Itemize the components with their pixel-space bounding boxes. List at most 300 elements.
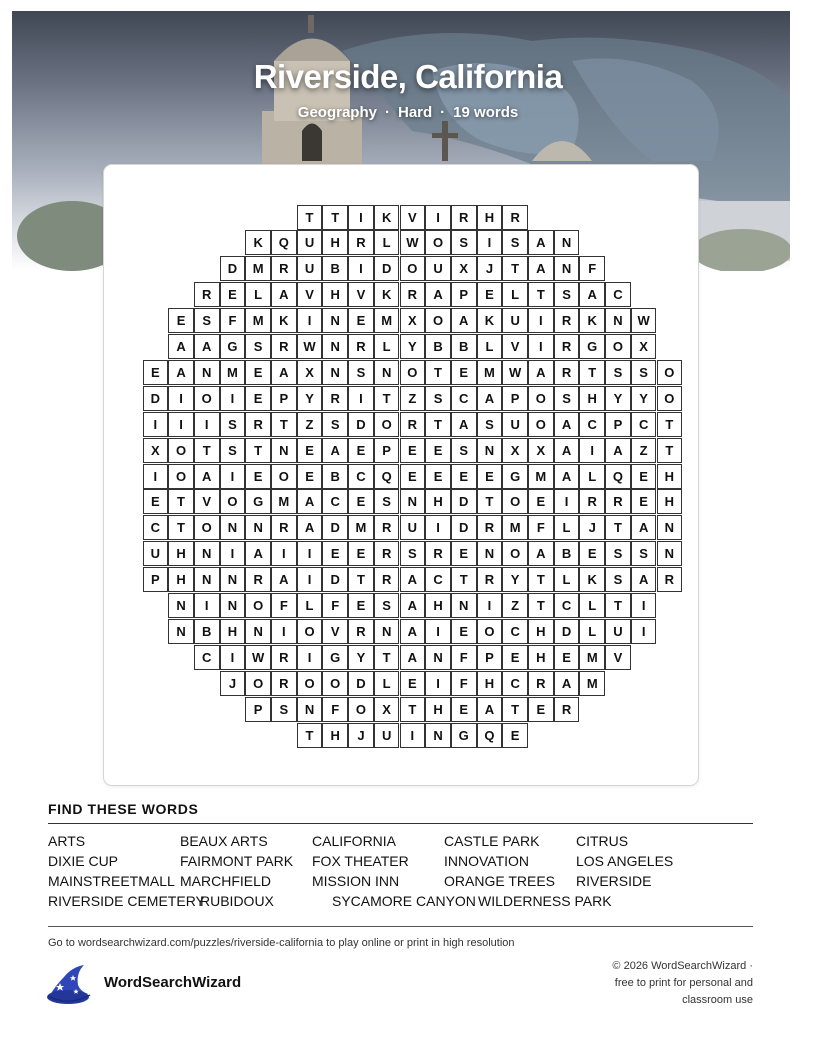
grid-cell[interactable]: I [348, 386, 374, 411]
grid-cell[interactable]: D [348, 412, 374, 437]
grid-cell[interactable]: A [451, 308, 477, 333]
grid-cell[interactable]: E [425, 438, 451, 463]
grid-cell[interactable]: F [322, 697, 348, 722]
grid-cell[interactable]: P [143, 567, 169, 592]
grid-cell[interactable]: F [451, 671, 477, 696]
grid-cell[interactable]: O [502, 489, 528, 514]
grid-cell[interactable]: I [554, 489, 580, 514]
grid-cell[interactable]: I [631, 619, 657, 644]
grid-cell[interactable]: I [194, 593, 220, 618]
grid-cell[interactable]: S [605, 567, 631, 592]
grid-cell[interactable]: C [631, 412, 657, 437]
grid-cell[interactable]: N [322, 334, 348, 359]
grid-cell[interactable]: S [374, 489, 400, 514]
grid-cell[interactable]: U [400, 515, 426, 540]
grid-cell[interactable]: W [245, 645, 271, 670]
grid-cell[interactable]: U [502, 412, 528, 437]
grid-cell[interactable]: S [425, 386, 451, 411]
grid-cell[interactable]: O [168, 464, 194, 489]
grid-cell[interactable]: K [245, 230, 271, 255]
grid-cell[interactable]: A [194, 334, 220, 359]
grid-cell[interactable]: T [451, 567, 477, 592]
grid-cell[interactable]: D [322, 567, 348, 592]
grid-cell[interactable]: D [220, 256, 246, 281]
grid-cell[interactable]: N [194, 567, 220, 592]
grid-cell[interactable]: D [322, 515, 348, 540]
grid-cell[interactable]: L [297, 593, 323, 618]
grid-cell[interactable]: Q [477, 723, 503, 748]
grid-cell[interactable]: E [477, 282, 503, 307]
grid-cell[interactable]: J [477, 256, 503, 281]
grid-cell[interactable]: W [502, 360, 528, 385]
grid-cell[interactable]: N [374, 360, 400, 385]
grid-cell[interactable]: O [220, 489, 246, 514]
grid-cell[interactable]: L [374, 230, 400, 255]
grid-cell[interactable]: I [271, 619, 297, 644]
grid-cell[interactable]: A [297, 489, 323, 514]
grid-cell[interactable]: T [374, 645, 400, 670]
grid-cell[interactable]: N [322, 308, 348, 333]
grid-cell[interactable]: N [194, 360, 220, 385]
grid-cell[interactable]: O [271, 464, 297, 489]
grid-cell[interactable]: T [322, 205, 348, 230]
grid-cell[interactable]: I [143, 464, 169, 489]
grid-cell[interactable]: A [271, 567, 297, 592]
grid-cell[interactable]: F [579, 256, 605, 281]
grid-cell[interactable]: E [348, 438, 374, 463]
grid-cell[interactable]: L [245, 282, 271, 307]
grid-cell[interactable]: G [322, 645, 348, 670]
grid-cell[interactable]: X [631, 334, 657, 359]
grid-cell[interactable]: U [502, 308, 528, 333]
grid-cell[interactable]: D [348, 671, 374, 696]
grid-cell[interactable]: V [400, 205, 426, 230]
grid-cell[interactable]: M [245, 256, 271, 281]
grid-cell[interactable]: S [451, 230, 477, 255]
grid-cell[interactable]: E [143, 360, 169, 385]
grid-cell[interactable]: O [400, 256, 426, 281]
grid-cell[interactable]: C [579, 412, 605, 437]
grid-cell[interactable]: T [579, 360, 605, 385]
grid-cell[interactable]: N [451, 593, 477, 618]
grid-cell[interactable]: R [579, 489, 605, 514]
grid-cell[interactable]: D [451, 515, 477, 540]
grid-cell[interactable]: R [348, 230, 374, 255]
grid-cell[interactable]: G [245, 489, 271, 514]
grid-cell[interactable]: H [425, 489, 451, 514]
grid-cell[interactable]: P [605, 412, 631, 437]
grid-cell[interactable]: H [579, 386, 605, 411]
grid-cell[interactable]: S [451, 438, 477, 463]
grid-cell[interactable]: S [605, 541, 631, 566]
grid-cell[interactable]: A [245, 541, 271, 566]
grid-cell[interactable]: E [451, 360, 477, 385]
grid-cell[interactable]: O [425, 230, 451, 255]
grid-cell[interactable]: I [579, 438, 605, 463]
grid-cell[interactable]: K [579, 567, 605, 592]
grid-cell[interactable]: A [477, 697, 503, 722]
grid-cell[interactable]: A [451, 412, 477, 437]
grid-cell[interactable]: Z [502, 593, 528, 618]
grid-cell[interactable]: B [194, 619, 220, 644]
grid-cell[interactable]: Q [271, 230, 297, 255]
grid-cell[interactable]: A [605, 438, 631, 463]
grid-cell[interactable]: H [322, 230, 348, 255]
grid-cell[interactable]: H [425, 593, 451, 618]
grid-cell[interactable]: M [271, 489, 297, 514]
grid-cell[interactable]: T [194, 438, 220, 463]
grid-cell[interactable]: A [477, 386, 503, 411]
grid-cell[interactable]: M [348, 515, 374, 540]
grid-cell[interactable]: T [271, 412, 297, 437]
grid-cell[interactable]: M [220, 360, 246, 385]
grid-cell[interactable]: G [220, 334, 246, 359]
grid-cell[interactable]: I [425, 619, 451, 644]
grid-cell[interactable]: K [374, 205, 400, 230]
grid-cell[interactable]: E [477, 464, 503, 489]
grid-cell[interactable]: E [245, 386, 271, 411]
grid-cell[interactable]: A [528, 230, 554, 255]
grid-cell[interactable]: E [348, 541, 374, 566]
grid-cell[interactable]: T [502, 256, 528, 281]
grid-cell[interactable]: I [271, 541, 297, 566]
grid-cell[interactable]: K [477, 308, 503, 333]
grid-cell[interactable]: I [297, 645, 323, 670]
grid-cell[interactable]: I [528, 334, 554, 359]
grid-cell[interactable]: S [220, 412, 246, 437]
grid-cell[interactable]: J [579, 515, 605, 540]
grid-cell[interactable]: X [400, 308, 426, 333]
grid-cell[interactable]: A [528, 541, 554, 566]
grid-cell[interactable]: N [168, 619, 194, 644]
grid-cell[interactable]: T [400, 697, 426, 722]
grid-cell[interactable]: B [425, 334, 451, 359]
grid-cell[interactable]: F [271, 593, 297, 618]
grid-cell[interactable]: F [451, 645, 477, 670]
grid-cell[interactable]: K [271, 308, 297, 333]
grid-cell[interactable]: B [322, 464, 348, 489]
grid-cell[interactable]: C [502, 619, 528, 644]
grid-cell[interactable]: H [528, 619, 554, 644]
grid-cell[interactable]: O [605, 334, 631, 359]
grid-cell[interactable]: M [374, 308, 400, 333]
grid-cell[interactable]: I [400, 723, 426, 748]
grid-cell[interactable]: A [322, 438, 348, 463]
grid-cell[interactable]: O [425, 308, 451, 333]
grid-cell[interactable]: T [297, 723, 323, 748]
grid-cell[interactable]: A [400, 593, 426, 618]
grid-cell[interactable]: I [297, 308, 323, 333]
grid-cell[interactable]: F [322, 593, 348, 618]
grid-cell[interactable]: N [554, 256, 580, 281]
grid-cell[interactable]: E [451, 697, 477, 722]
grid-cell[interactable]: V [348, 282, 374, 307]
grid-cell[interactable]: N [425, 645, 451, 670]
grid-cell[interactable]: C [143, 515, 169, 540]
grid-cell[interactable]: G [502, 464, 528, 489]
grid-cell[interactable]: I [425, 205, 451, 230]
grid-cell[interactable]: O [245, 593, 271, 618]
grid-cell[interactable]: I [194, 412, 220, 437]
grid-cell[interactable]: U [425, 256, 451, 281]
grid-cell[interactable]: E [451, 464, 477, 489]
grid-cell[interactable]: L [554, 515, 580, 540]
grid-cell[interactable]: T [528, 593, 554, 618]
grid-cell[interactable]: I [220, 541, 246, 566]
grid-cell[interactable]: R [322, 386, 348, 411]
grid-cell[interactable]: E [220, 282, 246, 307]
grid-cell[interactable]: I [477, 593, 503, 618]
grid-cell[interactable]: L [579, 619, 605, 644]
grid-cell[interactable]: X [451, 256, 477, 281]
grid-cell[interactable]: E [425, 464, 451, 489]
grid-cell[interactable]: N [400, 489, 426, 514]
grid-cell[interactable]: E [322, 541, 348, 566]
grid-cell[interactable]: C [425, 567, 451, 592]
grid-cell[interactable]: C [194, 645, 220, 670]
grid-cell[interactable]: G [579, 334, 605, 359]
grid-cell[interactable]: E [348, 593, 374, 618]
grid-cell[interactable]: N [657, 515, 683, 540]
grid-cell[interactable]: S [631, 541, 657, 566]
grid-cell[interactable]: N [322, 360, 348, 385]
grid-cell[interactable]: U [605, 619, 631, 644]
grid-cell[interactable]: E [579, 541, 605, 566]
grid-cell[interactable]: R [271, 515, 297, 540]
grid-cell[interactable]: A [554, 464, 580, 489]
grid-cell[interactable]: E [348, 308, 374, 333]
grid-cell[interactable]: N [374, 619, 400, 644]
grid-cell[interactable]: H [528, 645, 554, 670]
grid-cell[interactable]: I [220, 645, 246, 670]
grid-cell[interactable]: N [245, 515, 271, 540]
grid-cell[interactable]: U [143, 541, 169, 566]
grid-cell[interactable]: S [245, 334, 271, 359]
grid-cell[interactable]: V [194, 489, 220, 514]
grid-cell[interactable]: D [374, 256, 400, 281]
grid-cell[interactable]: P [271, 386, 297, 411]
grid-cell[interactable]: E [245, 464, 271, 489]
grid-cell[interactable]: N [477, 438, 503, 463]
grid-cell[interactable]: H [477, 671, 503, 696]
grid-cell[interactable]: E [168, 308, 194, 333]
grid-cell[interactable]: T [477, 489, 503, 514]
grid-cell[interactable]: O [477, 619, 503, 644]
grid-cell[interactable]: V [322, 619, 348, 644]
grid-cell[interactable]: R [271, 256, 297, 281]
grid-cell[interactable]: I [297, 541, 323, 566]
grid-cell[interactable]: I [528, 308, 554, 333]
grid-cell[interactable]: A [168, 360, 194, 385]
grid-cell[interactable]: O [374, 412, 400, 437]
grid-cell[interactable]: S [554, 386, 580, 411]
grid-cell[interactable]: A [400, 645, 426, 670]
grid-cell[interactable]: O [245, 671, 271, 696]
grid-cell[interactable]: A [271, 282, 297, 307]
grid-cell[interactable]: Z [631, 438, 657, 463]
grid-cell[interactable]: A [554, 412, 580, 437]
grid-cell[interactable]: S [477, 412, 503, 437]
grid-cell[interactable]: T [605, 515, 631, 540]
grid-cell[interactable]: N [194, 541, 220, 566]
grid-cell[interactable]: X [143, 438, 169, 463]
grid-cell[interactable]: S [348, 360, 374, 385]
grid-cell[interactable]: E [528, 697, 554, 722]
grid-cell[interactable]: T [168, 489, 194, 514]
grid-cell[interactable]: A [554, 671, 580, 696]
grid-cell[interactable]: C [605, 282, 631, 307]
grid-cell[interactable]: Q [374, 464, 400, 489]
grid-cell[interactable]: E [502, 723, 528, 748]
grid-cell[interactable]: S [502, 230, 528, 255]
grid-cell[interactable]: R [477, 515, 503, 540]
grid-cell[interactable]: R [554, 334, 580, 359]
grid-cell[interactable]: X [374, 697, 400, 722]
grid-cell[interactable]: I [348, 205, 374, 230]
grid-cell[interactable]: R [502, 205, 528, 230]
grid-cell[interactable]: N [477, 541, 503, 566]
grid-cell[interactable]: A [631, 567, 657, 592]
grid-cell[interactable]: E [297, 438, 323, 463]
grid-cell[interactable]: O [297, 671, 323, 696]
grid-cell[interactable]: T [297, 205, 323, 230]
grid-cell[interactable]: O [502, 541, 528, 566]
grid-cell[interactable]: E [554, 645, 580, 670]
grid-cell[interactable]: T [528, 282, 554, 307]
grid-cell[interactable]: E [245, 360, 271, 385]
grid-cell[interactable]: O [348, 697, 374, 722]
grid-cell[interactable]: I [220, 386, 246, 411]
grid-cell[interactable]: E [451, 541, 477, 566]
grid-cell[interactable]: L [579, 464, 605, 489]
grid-cell[interactable]: X [297, 360, 323, 385]
grid-cell[interactable]: V [502, 334, 528, 359]
grid-cell[interactable]: H [168, 567, 194, 592]
grid-cell[interactable]: B [322, 256, 348, 281]
grid-cell[interactable]: W [297, 334, 323, 359]
grid-cell[interactable]: L [477, 334, 503, 359]
grid-cell[interactable]: H [425, 697, 451, 722]
grid-cell[interactable]: J [348, 723, 374, 748]
grid-cell[interactable]: D [554, 619, 580, 644]
grid-cell[interactable]: S [605, 360, 631, 385]
grid-cell[interactable]: I [220, 464, 246, 489]
grid-cell[interactable]: R [554, 360, 580, 385]
grid-cell[interactable]: E [400, 671, 426, 696]
grid-cell[interactable]: A [554, 438, 580, 463]
grid-cell[interactable]: W [631, 308, 657, 333]
grid-cell[interactable]: B [554, 541, 580, 566]
grid-cell[interactable]: E [143, 489, 169, 514]
grid-cell[interactable]: R [245, 567, 271, 592]
grid-cell[interactable]: J [220, 671, 246, 696]
grid-cell[interactable]: A [297, 515, 323, 540]
grid-cell[interactable]: R [554, 308, 580, 333]
grid-cell[interactable]: S [400, 541, 426, 566]
grid-cell[interactable]: H [322, 282, 348, 307]
grid-cell[interactable]: C [348, 464, 374, 489]
grid-cell[interactable]: L [374, 334, 400, 359]
grid-cell[interactable]: E [631, 489, 657, 514]
grid-cell[interactable]: M [579, 671, 605, 696]
grid-cell[interactable]: C [502, 671, 528, 696]
grid-cell[interactable]: A [528, 360, 554, 385]
grid-cell[interactable]: O [322, 671, 348, 696]
grid-cell[interactable]: H [477, 205, 503, 230]
grid-cell[interactable]: E [451, 619, 477, 644]
grid-cell[interactable]: A [400, 567, 426, 592]
grid-cell[interactable]: C [322, 489, 348, 514]
grid-cell[interactable]: S [374, 593, 400, 618]
grid-cell[interactable]: T [348, 567, 374, 592]
grid-cell[interactable]: O [194, 386, 220, 411]
grid-cell[interactable]: E [631, 464, 657, 489]
grid-cell[interactable]: Y [631, 386, 657, 411]
grid-cell[interactable]: T [168, 515, 194, 540]
grid-cell[interactable]: A [528, 256, 554, 281]
grid-cell[interactable]: C [451, 386, 477, 411]
grid-cell[interactable]: E [400, 464, 426, 489]
grid-cell[interactable]: T [657, 412, 683, 437]
grid-cell[interactable]: Y [400, 334, 426, 359]
grid-cell[interactable]: H [220, 619, 246, 644]
grid-cell[interactable]: O [168, 438, 194, 463]
grid-cell[interactable]: V [297, 282, 323, 307]
grid-cell[interactable]: L [374, 671, 400, 696]
grid-cell[interactable]: Q [605, 464, 631, 489]
grid-cell[interactable]: B [451, 334, 477, 359]
grid-cell[interactable]: I [425, 671, 451, 696]
grid-cell[interactable]: Y [605, 386, 631, 411]
grid-cell[interactable]: O [657, 386, 683, 411]
grid-cell[interactable]: O [528, 386, 554, 411]
grid-cell[interactable]: L [502, 282, 528, 307]
grid-cell[interactable]: M [245, 308, 271, 333]
grid-cell[interactable]: R [605, 489, 631, 514]
grid-cell[interactable]: A [579, 282, 605, 307]
grid-cell[interactable]: M [528, 464, 554, 489]
grid-cell[interactable]: G [451, 723, 477, 748]
grid-cell[interactable]: R [374, 515, 400, 540]
grid-cell[interactable]: H [168, 541, 194, 566]
grid-cell[interactable]: R [374, 541, 400, 566]
grid-cell[interactable]: S [220, 438, 246, 463]
grid-cell[interactable]: A [425, 282, 451, 307]
grid-cell[interactable]: Z [297, 412, 323, 437]
grid-cell[interactable]: N [220, 515, 246, 540]
grid-cell[interactable]: L [554, 567, 580, 592]
grid-cell[interactable]: U [297, 230, 323, 255]
grid-cell[interactable]: R [477, 567, 503, 592]
grid-cell[interactable]: S [631, 360, 657, 385]
grid-cell[interactable]: N [245, 619, 271, 644]
grid-cell[interactable]: C [554, 593, 580, 618]
grid-cell[interactable]: M [579, 645, 605, 670]
grid-cell[interactable]: E [297, 464, 323, 489]
grid-cell[interactable]: I [168, 412, 194, 437]
grid-cell[interactable]: U [374, 723, 400, 748]
grid-cell[interactable]: K [374, 282, 400, 307]
grid-cell[interactable]: O [400, 360, 426, 385]
grid-cell[interactable]: I [348, 256, 374, 281]
grid-cell[interactable]: S [554, 282, 580, 307]
grid-cell[interactable]: V [605, 645, 631, 670]
grid-cell[interactable]: O [297, 619, 323, 644]
grid-cell[interactable]: S [194, 308, 220, 333]
grid-cell[interactable]: T [657, 438, 683, 463]
grid-cell[interactable]: A [400, 619, 426, 644]
grid-cell[interactable]: D [143, 386, 169, 411]
